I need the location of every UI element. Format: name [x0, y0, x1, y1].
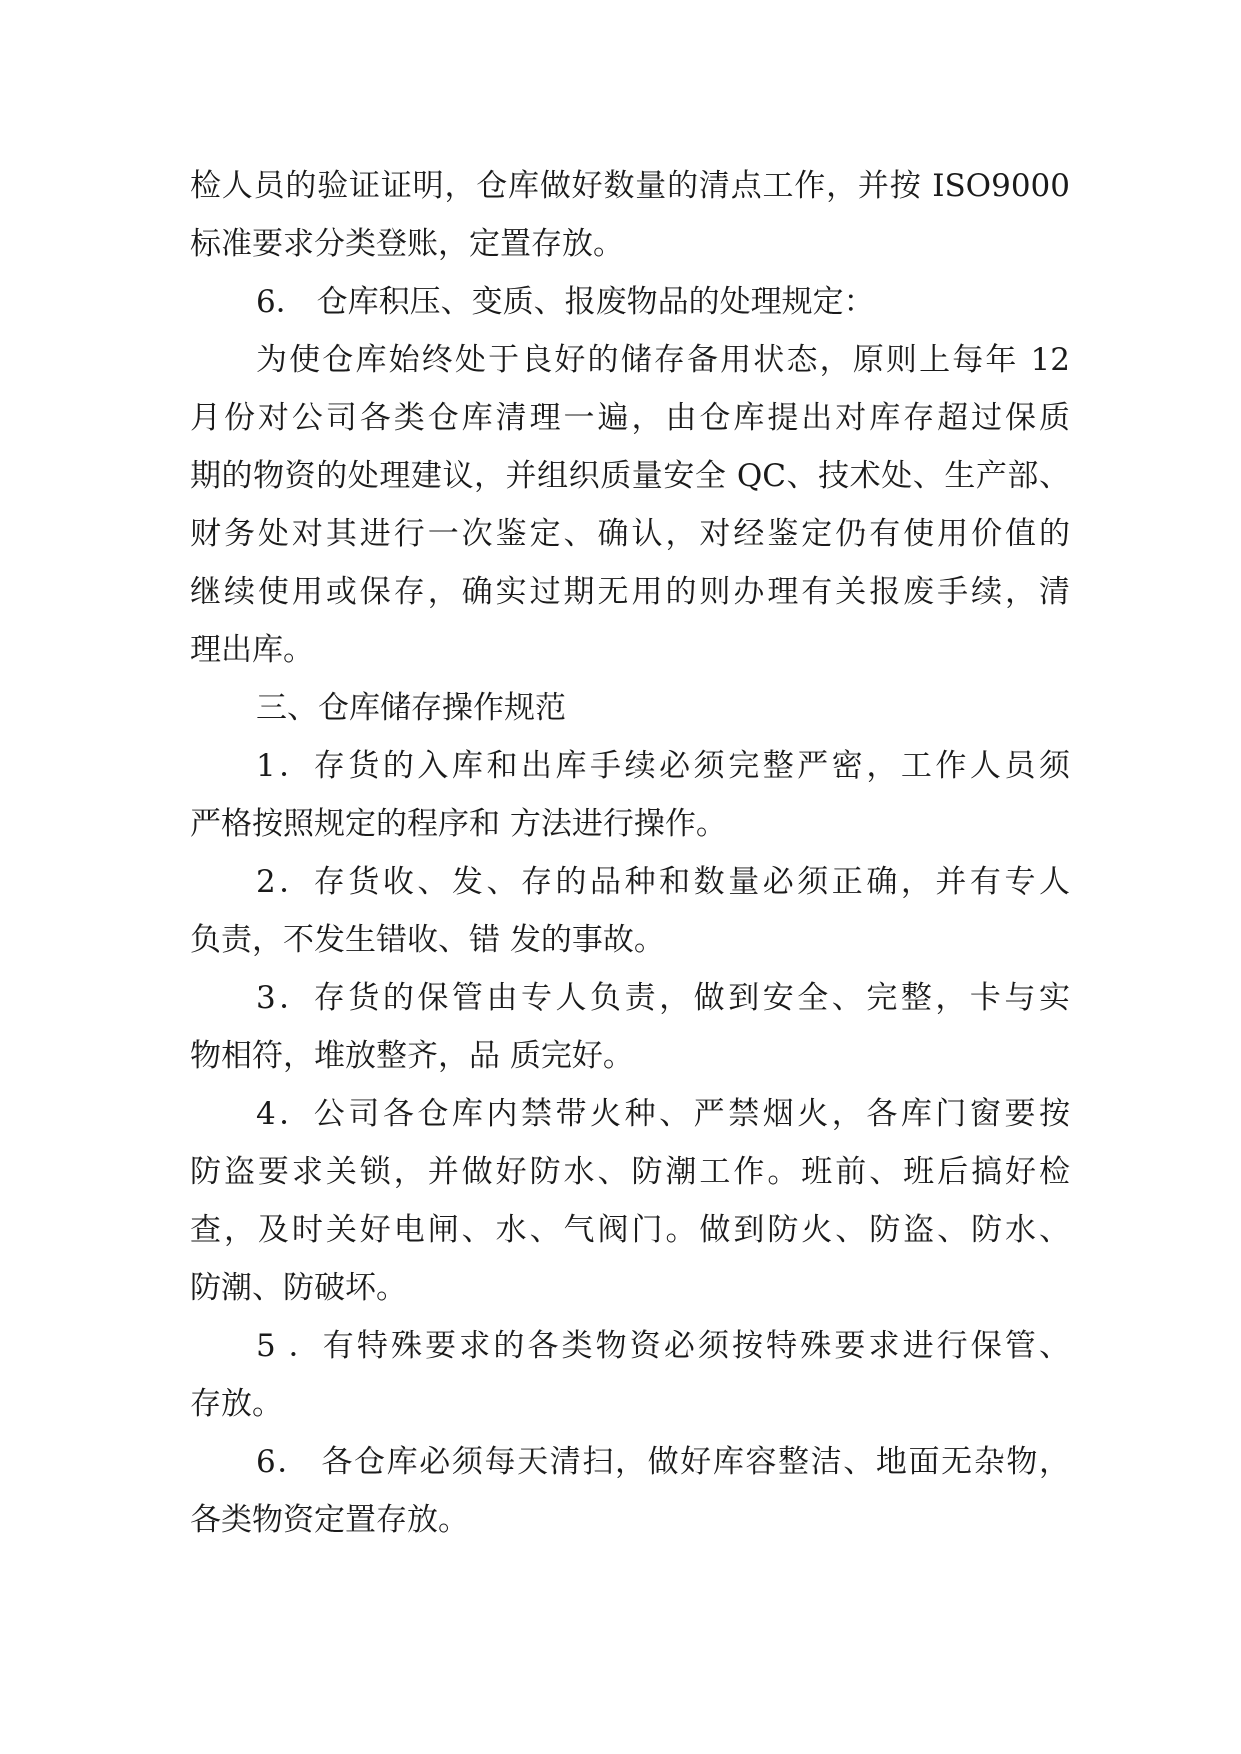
- section-heading: 三、仓库储存操作规范: [256, 690, 566, 726]
- text-line: 1．存货的入库和出库手续必须完整严密，工作人员须: [256, 748, 1070, 784]
- text-line: 4．公司各仓库内禁带火种、严禁烟火，各库门窗要按: [256, 1096, 1070, 1132]
- text-line: 月份对公司各类仓库清理一遍，由仓库提出对库存超过保质: [190, 400, 1070, 436]
- text-line: 期的物资的处理建议，并组织质量安全 QC、技术处、生产部、: [190, 458, 1070, 494]
- text-line: 查，及时关好电闸、水、气阀门。做到防火、防盗、防水、: [190, 1212, 1070, 1248]
- text-line: 3．存货的保管由专人负责，做到安全、完整，卡与实: [256, 980, 1070, 1016]
- text-line: 理出库。: [190, 632, 314, 668]
- text-line: 6． 各仓库必须每天清扫，做好库容整洁、地面无杂物，: [256, 1444, 1070, 1480]
- text-line: 防盗要求关锁，并做好防水、防潮工作。班前、班后搞好检: [190, 1154, 1070, 1190]
- text-line: 为使仓库始终处于良好的储存备用状态，原则上每年 12: [256, 342, 1070, 378]
- text-line: 标准要求分类登账，定置存放。: [190, 226, 624, 262]
- text-line: 严格按照规定的程序和 方法进行操作。: [190, 806, 727, 842]
- text-line: 防潮、防破坏。: [190, 1270, 407, 1306]
- section-heading: 6． 仓库积压、变质、报废物品的处理规定：: [256, 284, 875, 320]
- text-line: 5 ．有特殊要求的各类物资必须按特殊要求进行保管、: [256, 1328, 1070, 1364]
- text-line: 存放。: [190, 1386, 283, 1422]
- text-line: 负责，不发生错收、错 发的事故。: [190, 922, 665, 958]
- text-line: 物相符，堆放整齐，品 质完好。: [190, 1038, 634, 1074]
- text-line: 继续使用或保存，确实过期无用的则办理有关报废手续，清: [190, 574, 1070, 610]
- text-line: 财务处对其进行一次鉴定、确认，对经鉴定仍有使用价值的: [190, 516, 1070, 552]
- text-line: 检人员的验证证明，仓库做好数量的清点工作，并按 ISO9000: [190, 168, 1070, 204]
- text-line: 2．存货收、发、存的品种和数量必须正确，并有专人: [256, 864, 1070, 900]
- text-line: 各类物资定置存放。: [190, 1502, 469, 1538]
